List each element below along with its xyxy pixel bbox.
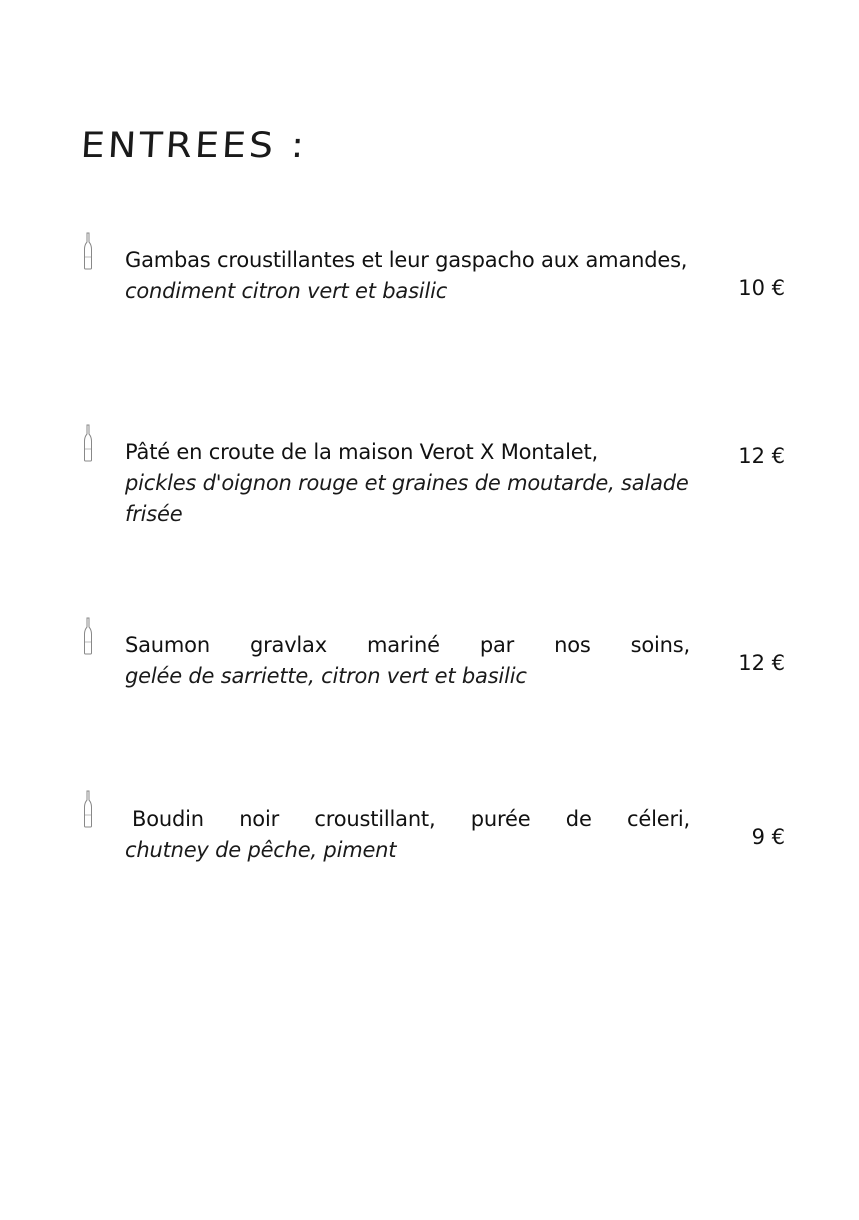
menu-item-description	[125, 437, 690, 530]
menu-item-detail: condiment citron vert et basilic	[125, 279, 448, 303]
menu-item-detail: chutney de pêche, piment	[125, 838, 397, 862]
menu-item-description	[125, 804, 690, 866]
menu-item-description	[125, 630, 690, 692]
wine-bottle-icon	[83, 617, 93, 655]
menu-item-description	[125, 245, 690, 307]
wine-bottle-icon	[83, 424, 93, 462]
menu-item-price: 12 €	[738, 444, 785, 468]
wine-bottle-icon	[83, 790, 93, 828]
menu-item-name: Pâté en croute de la maison Verot X Montalet,	[125, 440, 598, 464]
menu-item-name: Boudin noir croustillant, purée de céleri,	[132, 807, 690, 831]
menu-item-price: 10 €	[738, 276, 785, 300]
menu-item-detail: gelée de sarriette, citron vert et basilic	[125, 664, 527, 688]
menu-item-name: Saumon gravlax mariné par nos soins,	[125, 633, 690, 657]
wine-bottle-icon	[83, 232, 93, 270]
menu-item-name: Gambas croustillantes et leur gaspacho aux amandes,	[125, 248, 688, 272]
menu-item-price: 12 €	[738, 651, 785, 675]
menu-item-price: 9 €	[751, 825, 785, 849]
menu-section-title: ENTREES :	[79, 125, 309, 166]
menu-item-detail: pickles d'oignon rouge et graines de moutarde, salade frisée	[125, 471, 689, 526]
